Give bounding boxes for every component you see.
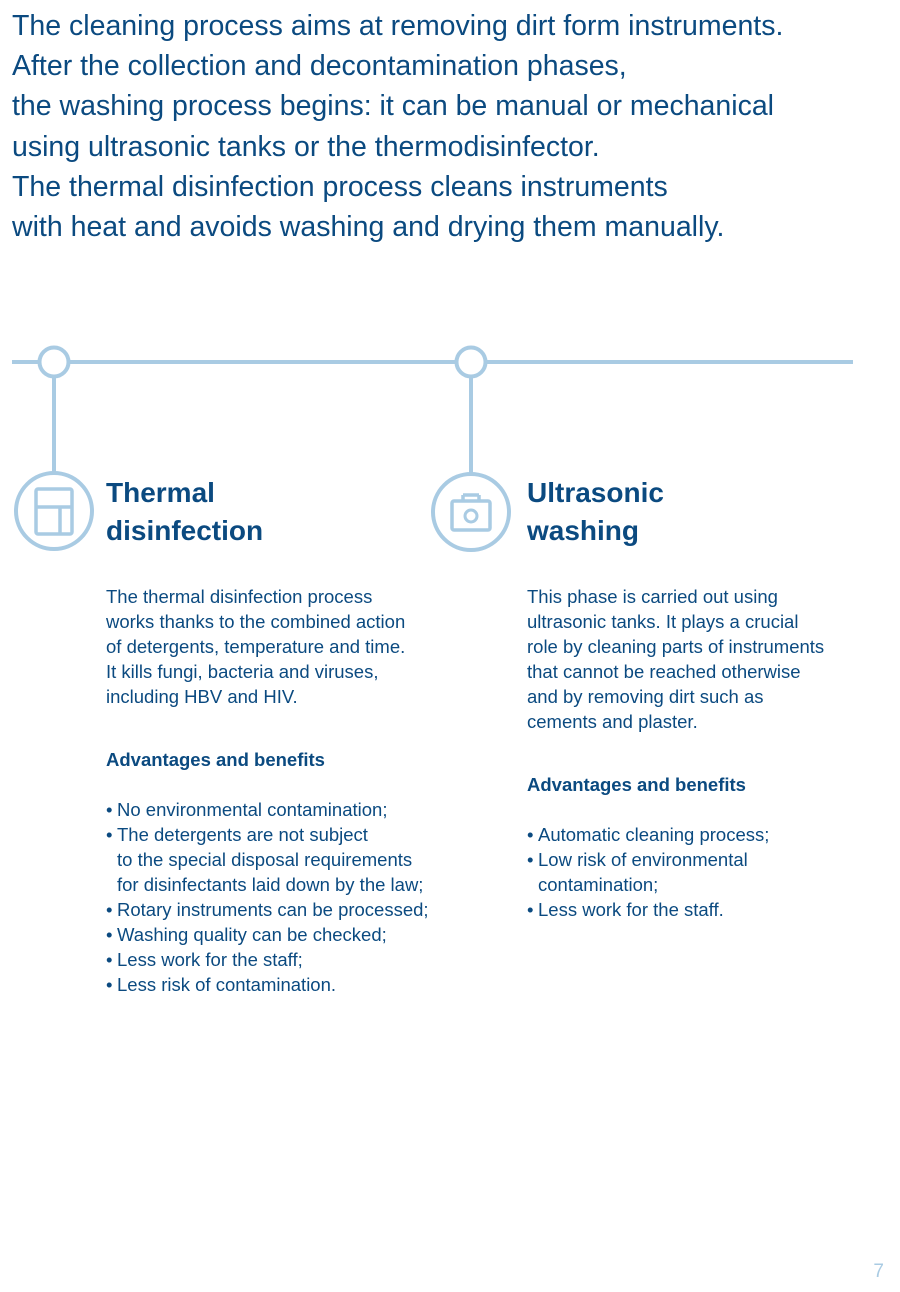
list-item-line: contamination; (538, 874, 659, 895)
description-line: that cannot be reached otherwise (527, 661, 801, 682)
intro-line: After the collection and decontamination phases, (12, 50, 627, 83)
list-item-line: • Less risk of contamination. (117, 974, 337, 995)
description-line: of detergents, temperature and time. (106, 636, 406, 657)
list-item-line: • Automatic cleaning process; (538, 824, 770, 845)
timeline-node (40, 348, 69, 377)
intro-paragraph (12, 6, 892, 247)
title-line: disinfection (106, 515, 264, 546)
list-item (106, 822, 466, 897)
description-line: It kills fungi, bacteria and viruses, (106, 661, 379, 682)
description-line: cements and plaster. (527, 711, 698, 732)
thermal-disinfection-title (106, 474, 466, 550)
list-item-line: to the special disposal requirements (117, 849, 413, 870)
list-item (106, 922, 466, 947)
list-item-line: for disinfectants laid down by the law; (117, 874, 424, 895)
list-item (106, 972, 466, 997)
title-line: washing (527, 515, 640, 546)
intro-line: The thermal disinfection process cleans instruments (12, 170, 668, 203)
title-line: Thermal (106, 477, 215, 508)
intro-line: using ultrasonic tanks or the thermodisinfector. (12, 130, 600, 163)
list-item (527, 847, 872, 897)
list-item-line: • Washing quality can be checked; (117, 924, 387, 945)
list-item-line: • Low risk of environmental (538, 849, 748, 870)
timeline-node (457, 348, 486, 377)
description-line: and by removing dirt such as (527, 686, 764, 707)
thermal-advantages-list (106, 797, 466, 997)
thermal-disinfection-section (106, 474, 466, 997)
list-item-line: • No environmental contamination; (117, 799, 388, 820)
thermal-advantages-title: Advantages and benefits (106, 749, 325, 770)
description-line: including HBV and HIV. (106, 686, 298, 707)
list-item (106, 897, 466, 922)
list-item-line: • Less work for the staff. (538, 899, 724, 920)
thermodisinfector-icon (16, 473, 92, 549)
thermal-disinfection-description (106, 584, 466, 709)
description-line: This phase is carried out using (527, 586, 778, 607)
list-item-line: • The detergents are not subject (117, 824, 368, 845)
description-line: ultrasonic tanks. It plays a crucial (527, 611, 799, 632)
intro-line: with heat and avoids washing and drying them manually. (12, 211, 725, 244)
description-line: role by cleaning parts of instruments (527, 636, 825, 657)
ultrasonic-advantages-title: Advantages and benefits (527, 774, 746, 795)
description-line: works thanks to the combined action (106, 611, 406, 632)
title-line: Ultrasonic (527, 477, 664, 508)
page-number: 7 (873, 1261, 884, 1282)
list-item (106, 797, 466, 822)
intro-line: The cleaning process aims at removing dirt form instruments. (12, 10, 784, 42)
ultrasonic-washing-description (527, 584, 872, 734)
intro-line: the washing process begins: it can be manual or mechanical (12, 90, 775, 123)
list-item (527, 897, 872, 922)
ultrasonic-washing-title (527, 474, 872, 550)
description-line: The thermal disinfection process (106, 586, 373, 607)
ultrasonic-advantages-list (527, 822, 872, 922)
list-item (106, 947, 466, 972)
list-item (527, 822, 872, 847)
list-item-line: • Rotary instruments can be processed; (117, 899, 429, 920)
ultrasonic-washing-section (527, 474, 872, 922)
list-item-line: • Less work for the staff; (117, 949, 303, 970)
